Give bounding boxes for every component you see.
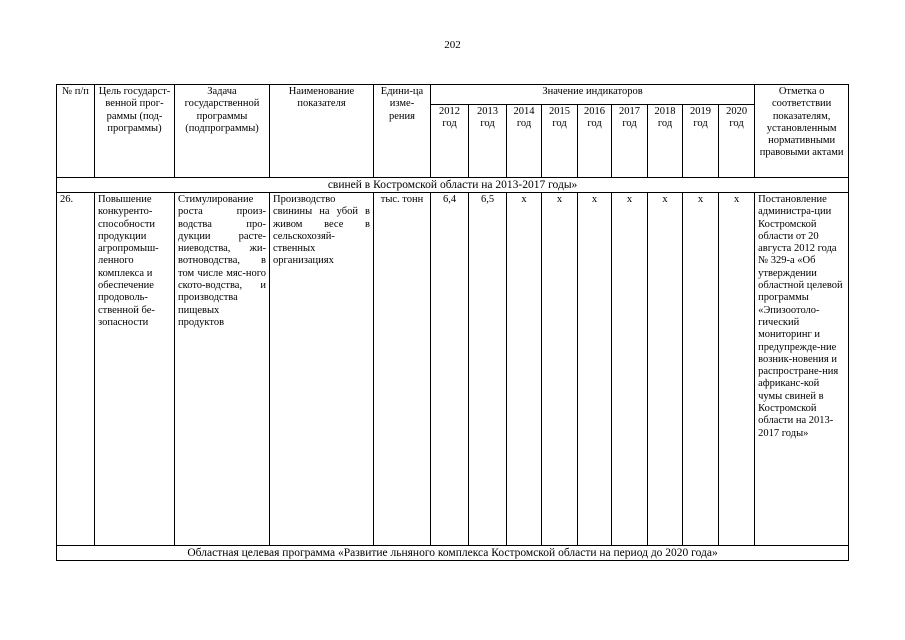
row-value-2018: х [648, 193, 683, 546]
table-row [57, 193, 849, 546]
row-value-2017: х [612, 193, 648, 546]
row-task: Стимулирование роста произ-водства про-дукции расте-ниеводства, жи-вотноводства, в том числе мяс-ного ското-водства, и производства пищевых продуктов [175, 193, 270, 546]
row-unit: тыс. тонн [374, 193, 431, 546]
header-year-2012: 2012 год [431, 105, 469, 178]
row-value-2014: х [507, 193, 542, 546]
row-value-2013: 6,5 [469, 193, 507, 546]
header-note: Отметка о соответствии показателям, установленным нормативными правовыми актами [755, 85, 849, 178]
row-note: Постановление администра-ции Костромской области от 20 августа 2012 года № 329-а «Об утверждении областной целевой программы «Эпизоотоло-гический мониторинг и предупрежде-ние возник-новения и распростране-ния африканс-кой чумы свиней в Костромской области на 2013-2017 годы» [755, 193, 849, 546]
row-indicator: Производство свинины на убой в живом весе в сельскохозяй-ственных организациях [270, 193, 374, 546]
header-year-2014: 2014 год [507, 105, 542, 178]
indicators-table [56, 84, 849, 561]
header-num: № п/п [57, 85, 95, 178]
row-num: 26. [57, 193, 95, 546]
header-year-2016: 2016 год [578, 105, 612, 178]
header-indicator-name: Наименование показателя [270, 85, 374, 178]
next-section-row [57, 546, 849, 561]
row-goal: Повышение конкуренто-способности продукции агропромыш-ленного комплекса и обеспечение продоволь-ственной бе-зопасности [95, 193, 175, 546]
header-row-1 [57, 85, 849, 105]
header-year-2013: 2013 год [469, 105, 507, 178]
header-year-2015: 2015 год [542, 105, 578, 178]
row-value-2019: х [683, 193, 719, 546]
row-value-2015: х [542, 193, 578, 546]
header-task: Задача государственной программы (подпрограммы) [175, 85, 270, 178]
page-number: 202 [444, 39, 461, 51]
header-year-2020: 2020 год [719, 105, 755, 178]
header-unit: Едини-ца изме-рения [374, 85, 431, 178]
row-value-2020: х [719, 193, 755, 546]
next-section-title: Областная целевая программа «Развитие льняного комплекса Костромской области на период до 2020 года» [57, 546, 849, 561]
section-continued-title: свиней в Костромской области на 2013-2017 годы» [57, 178, 849, 193]
header-values-group: Значение индикаторов [431, 85, 755, 105]
header-year-2018: 2018 год [648, 105, 683, 178]
header-goal: Цель государст-венной прог-раммы (под-программы) [95, 85, 175, 178]
row-value-2016: х [578, 193, 612, 546]
section-continued-row [57, 178, 849, 193]
header-year-2017: 2017 год [612, 105, 648, 178]
header-year-2019: 2019 год [683, 105, 719, 178]
row-value-2012: 6,4 [431, 193, 469, 546]
